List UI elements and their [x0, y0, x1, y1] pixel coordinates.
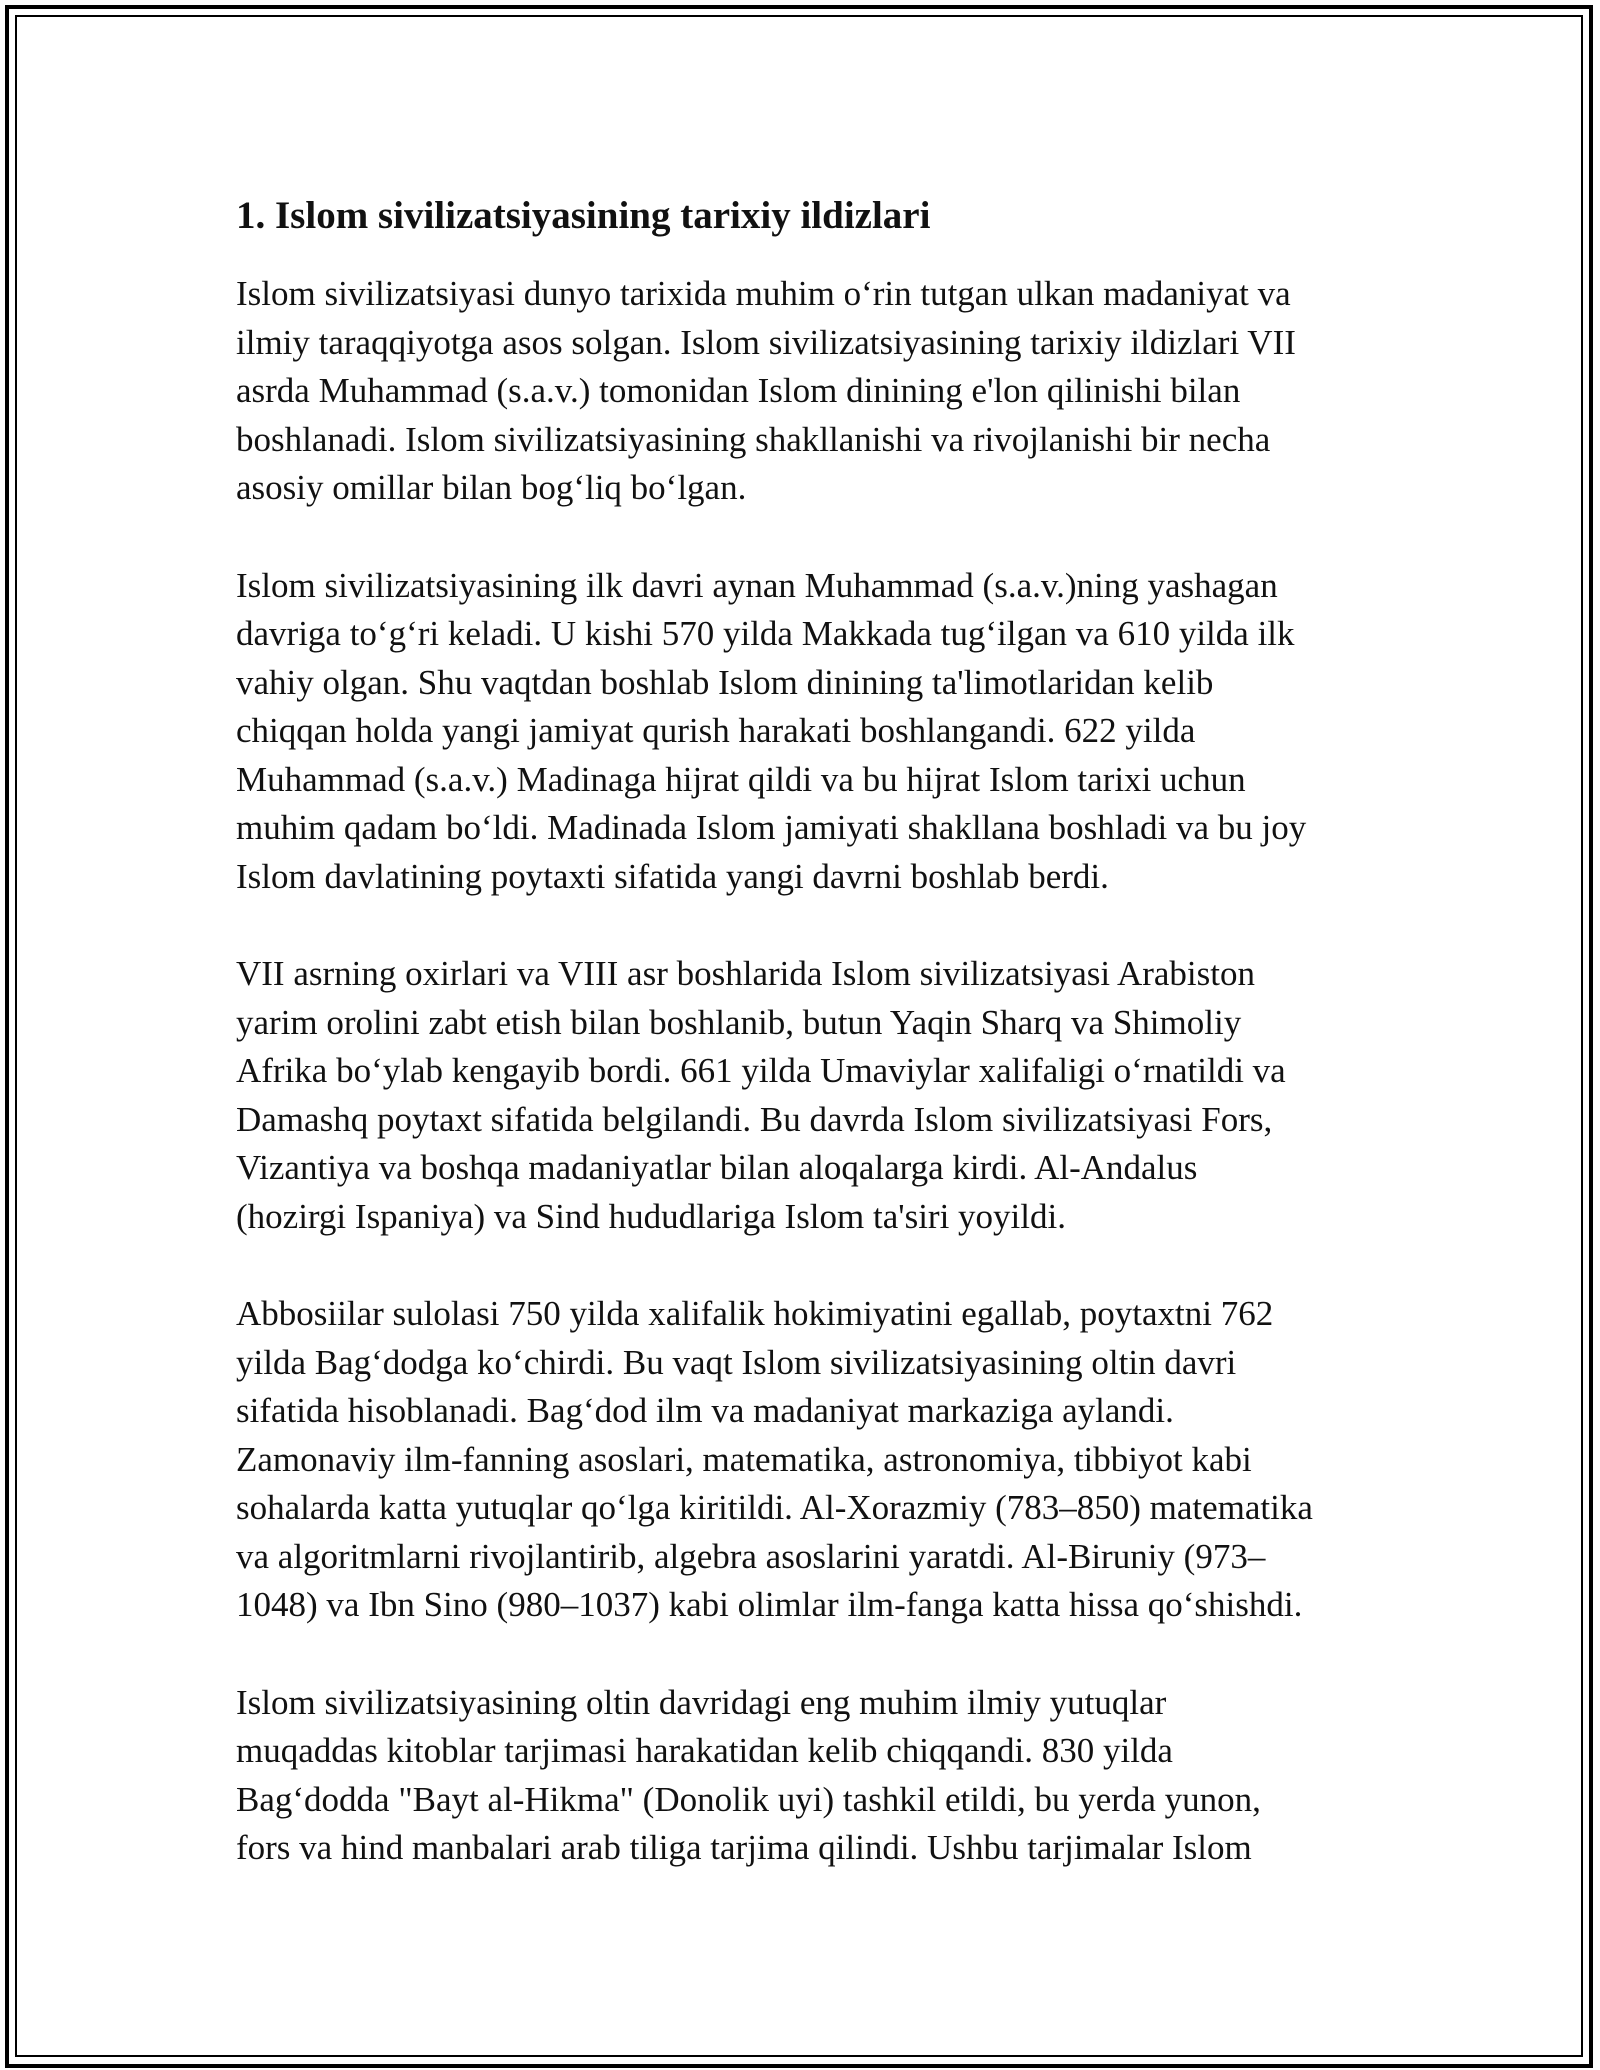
section-title: 1. Islom sivilizatsiyasining tarixiy ildizlari	[236, 194, 931, 237]
document-body	[236, 188, 1366, 1922]
paragraph-4: Abbosiilar sulolasi 750 yilda xalifalik hokimiyatini egallab, poytaxtni 762 yilda Bag‘dodga ko‘chirdi. Bu vaqt Islom sivilizatsiyasining oltin davri sifatida hisoblanadi. Bag‘dod ilm va madaniyat markaziga aylandi. Zamonaviy ilm-fanning asoslari, matematika, astronomiya, tibbiyot kabi sohalarda katta yutuqlar qo‘lga kiritildi. Al-Xorazmiy (783–850) matematika va algoritmlarni rivojlantirib, algebra asoslarini yaratdi. Al-Biruniy (973– 1048) va Ibn Sino (980–1037) kabi olimlar ilm-fanga katta hissa qo‘shishdi.	[236, 1294, 1313, 1624]
paragraph-3: VII asrning oxirlari va VIII asr boshlarida Islom sivilizatsiyasi Arabiston yarim orolini zabt etish bilan boshlanib, butun Yaqin Sharq va Shimoliy Afrika bo‘ylab kengayib bordi. 661 yilda Umaviylar xalifaligi o‘rnatildi va Damashq poytaxt sifatida belgilandi. Bu davrda Islom sivilizatsiyasi Fors, Vizantiya va boshqa madaniyatlar bilan aloqalarga kirdi. Al-Andalus (hozirgi Ispaniya) va Sind hududlariga Islom ta'siri yoyildi.	[236, 954, 1286, 1236]
paragraph-5: Islom sivilizatsiyasining oltin davridagi eng muhim ilmiy yutuqlar muqaddas kitoblar tarjimasi harakatidan kelib chiqqandi. 830 yilda Bag‘dodda "Bayt al-Hikma" (Donolik uyi) tashkil etildi, bu yerda yunon, fors va hind manbalari arab tiliga tarjima qilindi. Ushbu tarjimalar Islom	[236, 1682, 1261, 1867]
paragraph-1: Islom sivilizatsiyasi dunyo tarixida muhim o‘rin tutgan ulkan madaniyat va ilmiy taraqqiyotga asos solgan. Islom sivilizatsiyasining tarixiy ildizlari VII asrda Muhammad (s.a.v.) tomonidan Islom dinining e'lon qilinishi bilan boshlanadi. Islom sivilizatsiyasining shakllanishi va rivojlanishi bir necha asosiy omillar bilan bog‘liq bo‘lgan.	[236, 274, 1296, 507]
paragraph-2: Islom sivilizatsiyasining ilk davri aynan Muhammad (s.a.v.)ning yashagan davriga to‘g‘ri keladi. U kishi 570 yilda Makkada tug‘ilgan va 610 yilda ilk vahiy olgan. Shu vaqtdan boshlab Islom dinining ta'limotlaridan kelib chiqqan holda yangi jamiyat qurish harakati boshlangandi. 622 yilda Muhammad (s.a.v.) Madinaga hijrat qildi va bu hijrat Islom tarixi uchun muhim qadam bo‘ldi. Madinada Islom jamiyati shakllana boshladi va bu joy Islom davlatining poytaxti sifatida yangi davrni boshlab berdi.	[236, 565, 1307, 896]
